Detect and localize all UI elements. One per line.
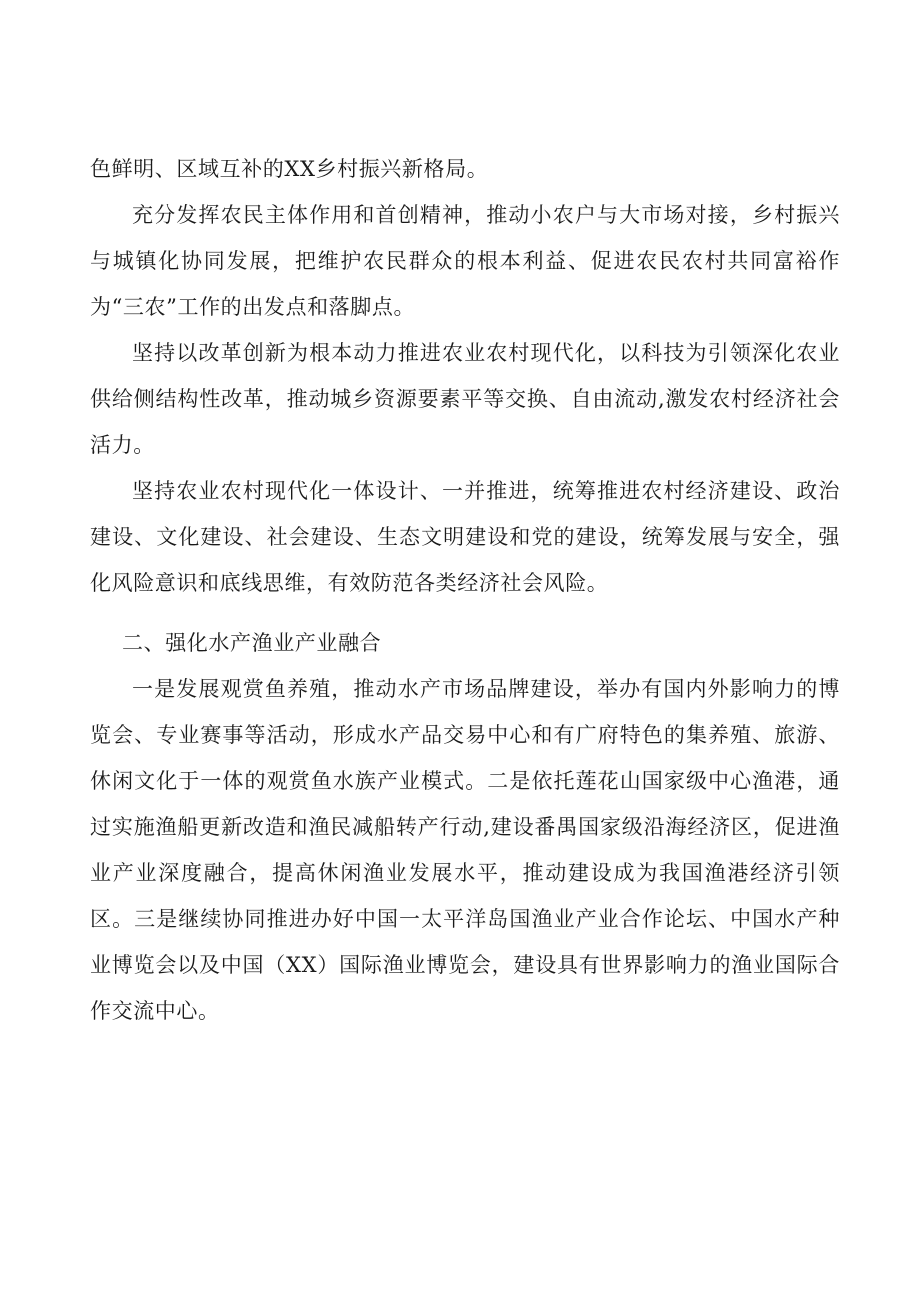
section-body-paragraph: 一是发展观赏鱼养殖，推动水产市场品牌建设，举办有国内外影响力的博览会、专业赛事等活动，形成水产品交易中心和有广府特色的集养殖、旅游、休闲文化于一体的观赏鱼水族产业模式。二是依托莲花山国家级中心渔港，通过实施渔船更新改造和渔民减船转产行动,建设番禺国家级沿海经济区，促进渔业产业深度融合，提高休闲渔业发展水平，推动建设成为我国渔港经济引领区。三是继续协同推进办好中国一太平洋岛国渔业产业合作论坛、中国水产种业博览会以及中国（XX）国际渔业博览会，建设具有世界影响力的渔业国际合作交流中心。 <box>90 677 840 1023</box>
document-body <box>90 146 840 1034</box>
paragraph-4: 坚持农业农村现代化一体设计、一并推进，统筹推进农村经济建设、政治建设、文化建设、社会建设、生态文明建设和党的建设，统筹发展与安全，强化风险意识和底线思维，有效防范各类经济社会风险。 <box>90 479 840 595</box>
paragraph-1: 色鲜明、区域互补的XX乡村振兴新格局。 <box>90 157 489 181</box>
section-heading: 二、强化水产渔业产业融合 <box>122 631 382 655</box>
paragraph-2: 充分发挥农民主体作用和首创精神，推动小农户与大市场对接，乡村振兴与城镇化协同发展，把维护农民群众的根本利益、促进农民农村共同富裕作为“三农”工作的出发点和落脚点。 <box>90 203 840 319</box>
paragraph-3: 坚持以改革创新为根本动力推进农业农村现代化，以科技为引领深化农业供给侧结构性改革，推动城乡资源要素平等交换、自由流动,激发农村经济社会活力。 <box>90 341 840 457</box>
